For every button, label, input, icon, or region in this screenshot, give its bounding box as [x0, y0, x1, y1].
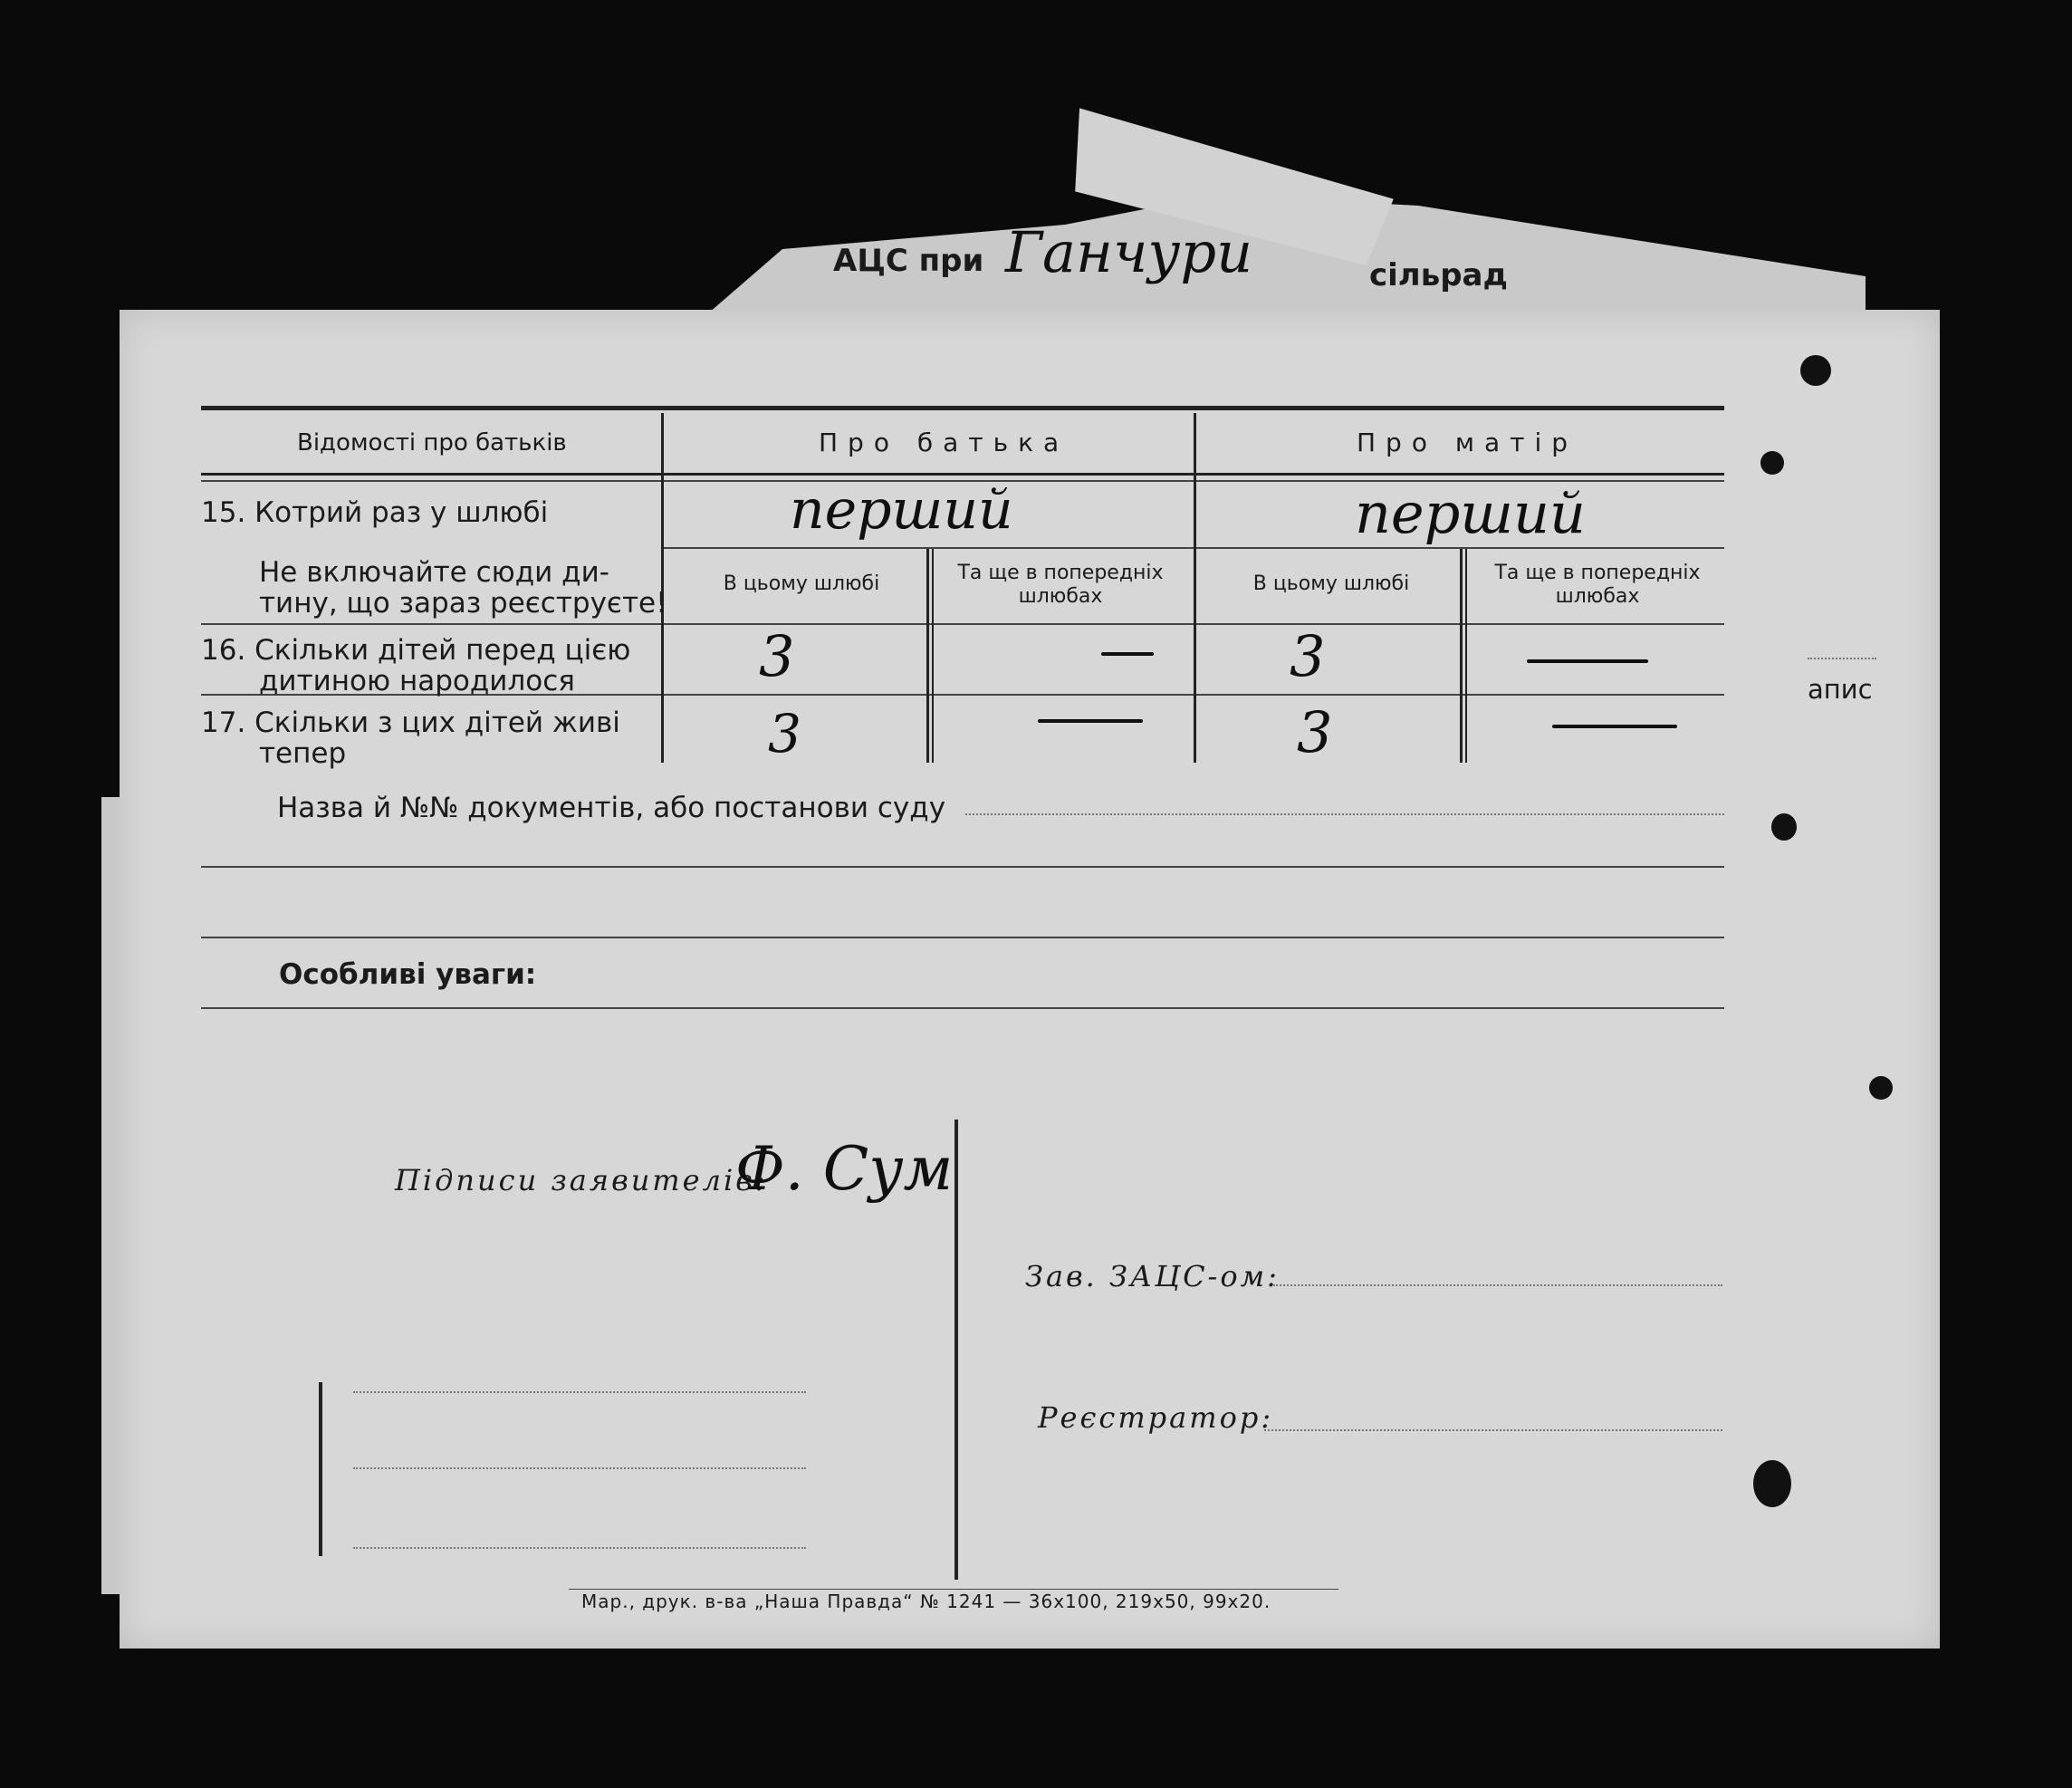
signatures-label: Підписи заявителів: [395, 1163, 768, 1197]
signature-dotted-line-1 [353, 1391, 806, 1393]
remarks-line [201, 1007, 1724, 1009]
col-header-info: Відомості про батьків [297, 429, 567, 457]
q16-father-prev-dash [1101, 652, 1154, 656]
header-rule [201, 473, 1724, 476]
subcolumn-divider [932, 549, 934, 763]
side-note: апис [1808, 674, 1873, 705]
note-line-2: тину, що зараз реєструєте! [259, 587, 667, 620]
footer-rule [569, 1589, 1338, 1590]
note-line-1: Не включайте сюди ди- [259, 556, 609, 589]
subcolumn-divider [926, 549, 929, 763]
signature-dotted-line-2 [353, 1467, 806, 1469]
q15-father-value: перший [790, 478, 1013, 542]
applicant-signature: Ф. Сум [735, 1134, 954, 1204]
punch-hole [1753, 1460, 1791, 1507]
subcolumn-divider [1460, 549, 1463, 763]
subcolumn-divider [1465, 549, 1467, 763]
documents-dotted-line [965, 813, 1724, 815]
q17-line-1: 17. Скільки з цих дітей живі [201, 707, 620, 739]
head-label: Зав. ЗАЦС-ом: [1025, 1259, 1280, 1293]
q16-line-2: дитиною народилося [259, 665, 575, 697]
q15-mother-value: перший [1355, 480, 1586, 546]
registrar-label: Реєстратор: [1038, 1400, 1274, 1435]
table-top-rule [201, 406, 1724, 410]
q17-mother-prev-dash [1552, 725, 1677, 728]
signature-bracket [319, 1382, 322, 1556]
punch-hole [1760, 451, 1784, 475]
head-dotted-line [1273, 1284, 1722, 1286]
q16-mother-prev-dash [1527, 659, 1648, 663]
q17-father-prev-dash [1038, 719, 1143, 723]
column-divider [1194, 413, 1196, 763]
col-header-mother: Про матір [1357, 428, 1578, 457]
signature-dotted-line-3 [353, 1547, 806, 1549]
sub-prev-marriages-mother: Та ще в попередніх шлюбах [1494, 562, 1701, 608]
q16-mother-value: 3 [1290, 623, 1326, 689]
q16-father-value: 3 [759, 623, 795, 689]
documents-line-2 [201, 866, 1724, 868]
back-handwritten: Ганчури [1005, 219, 1253, 285]
printer-footer: Мар., друк. в-ва „Наша Правда“ № 1241 — 36x100, 219x50, 99x20. [581, 1591, 1271, 1612]
q17-father-value: 3 [768, 703, 801, 764]
subheader-rule [201, 623, 1724, 625]
back-printed-left: АЦС при [833, 243, 984, 279]
punch-hole [1869, 1076, 1893, 1100]
signature-divider [954, 1120, 958, 1580]
sub-this-marriage-mother: В цьому шлюбі [1252, 572, 1410, 595]
q17-line-2: тепер [259, 737, 347, 770]
punch-hole [1800, 355, 1831, 386]
q15-label: 15. Котрий раз у шлюбі [201, 496, 549, 529]
sub-this-marriage-father: В цьому шлюбі [723, 572, 880, 595]
documents-label: Назва й №№ документів, або постанови суду [277, 792, 946, 824]
col-header-father: Про батька [819, 428, 1070, 457]
documents-line-3 [201, 937, 1724, 938]
q16-line-1: 16. Скільки дітей перед цією [201, 634, 631, 667]
sub-prev-marriages-father: Та ще в попередніх шлюбах [957, 562, 1164, 608]
remarks-label: Особливі уваги: [279, 958, 537, 991]
side-note-dotted-line [1808, 658, 1876, 659]
q17-mother-value: 3 [1297, 699, 1333, 765]
back-printed-right: сільрад [1369, 257, 1508, 293]
punch-hole [1771, 813, 1797, 841]
registrar-dotted-line [1264, 1429, 1722, 1431]
